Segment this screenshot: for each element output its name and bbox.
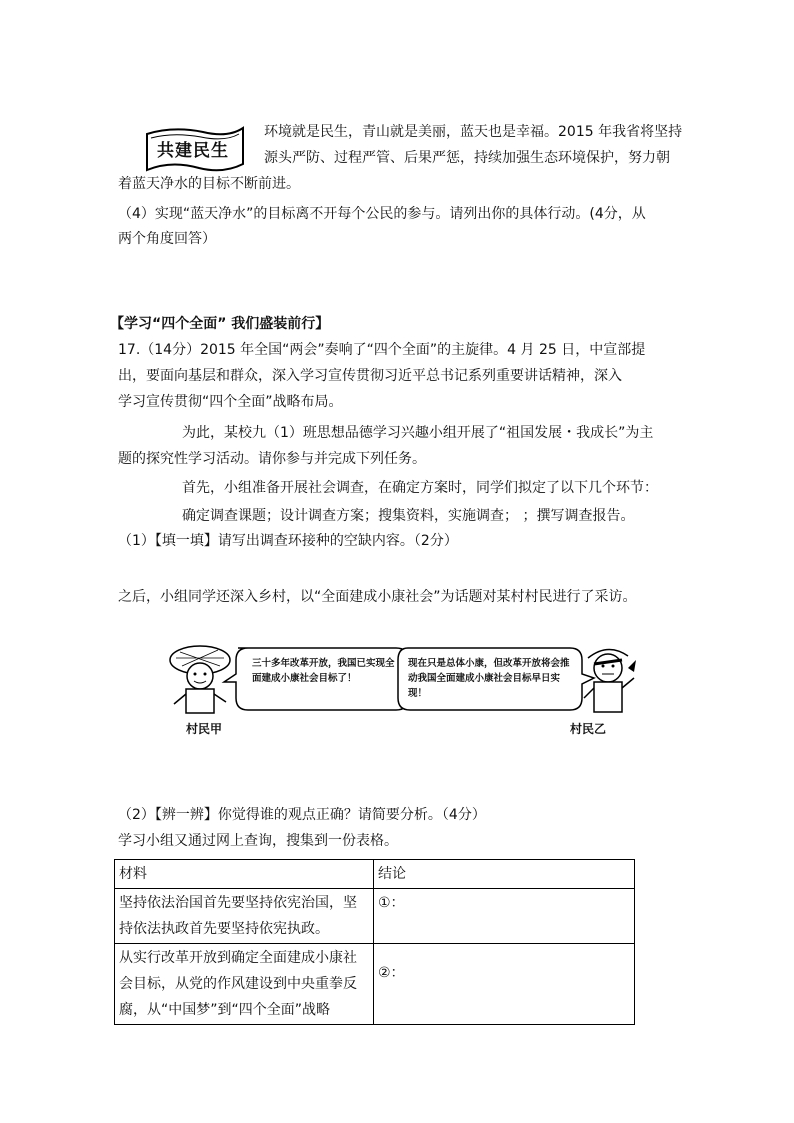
section-title: 【学习“四个全面” 我们盛装前行】 — [110, 316, 330, 332]
sub-question-2: （2）【辨一辨】你觉得谁的观点正确？请简要分析。（4分） — [118, 807, 486, 823]
para2-line-1: 为此，某校九（1）班思想品德学习兴趣小组开展了“祖国发展・我成长”为主 — [182, 425, 654, 441]
table-header-row — [115, 860, 635, 889]
para4: 确定调查课题；设计调查方案；搜集资料，实施调查； ；撰写调查报告。 — [182, 508, 635, 524]
bubble-b-text: 现在只是总体小康，但改革开放将会推动我国全面建成小康社会目标早日实现！ — [408, 658, 570, 699]
intro-line-3: 着蓝天净水的目标不断前进。 — [118, 176, 300, 192]
q17-line-3: 学习宣传贯彻“四个全面”战略布局。 — [118, 394, 343, 410]
material-table — [114, 859, 635, 1025]
sub-question-1: （1）【填一填】请写出调查环接种的空缺内容。（2分） — [118, 533, 458, 549]
para3: 首先，小组准备开展社会调查，在确定方案时，同学们拟定了以下几个环节： — [182, 480, 658, 496]
table-header-conclusion: 结论 — [374, 860, 635, 889]
para6: 学习小组又通过网上查询，搜集到一份表格。 — [118, 833, 398, 849]
q17-line-2: 出，要面向基层和群众，深入学习宣传贯彻习近平总书记系列重要讲话精神，深入 — [118, 368, 622, 384]
banner-logo — [143, 124, 247, 176]
q4-line-1: （4）实现“蓝天净水”的目标离不开每个公民的参与。请列出你的具体行动。(4分，从 — [118, 206, 646, 222]
table-row — [115, 944, 635, 1025]
caption-villager-b: 村民乙 — [570, 722, 607, 736]
table-header-material: 材料 — [115, 860, 374, 889]
table-cell-conclusion: ②： — [374, 944, 635, 1025]
bubble-a-text: 三十多年改革开放，我国已实现全面建成小康社会目标了！ — [252, 658, 395, 684]
table-row — [115, 889, 635, 944]
villager-b-figure — [584, 649, 636, 712]
para2-line-2: 题的探究性学习活动。请你参与并完成下列任务。 — [118, 451, 426, 467]
table-cell-material: 从实行改革开放到确定全面建成小康社会目标，从党的作风建设到中央重拳反腐，从“中国梦”到“四个全面”战略 — [115, 944, 374, 1025]
banner-text: 共建民生 — [157, 141, 229, 161]
intro-line-2: 源头严防、过程严管、后果严惩，持续加强生态环境保护，努力朝 — [264, 150, 670, 166]
q17-line-1: 17.（14分）2015 年全国“两会”奏响了“四个全面”的主旋律。4 月 25 日，中宣部提 — [118, 342, 646, 358]
comic-illustration — [168, 638, 638, 746]
caption-villager-a: 村民甲 — [186, 722, 223, 736]
table-cell-material: 坚持依法治国首先要坚持依宪治国，坚持依法执政首先要坚持依宪执政。 — [115, 889, 374, 944]
para5: 之后，小组同学还深入乡村，以“全面建成小康社会”为话题对某村村民进行了采访。 — [118, 589, 637, 605]
table-cell-conclusion: ①： — [374, 889, 635, 944]
intro-line-1: 环境就是民生，青山就是美丽，蓝天也是幸福。2015 年我省将坚持 — [264, 124, 683, 140]
villager-a-figure — [170, 646, 230, 713]
q4-line-2: 两个角度回答） — [118, 231, 216, 247]
